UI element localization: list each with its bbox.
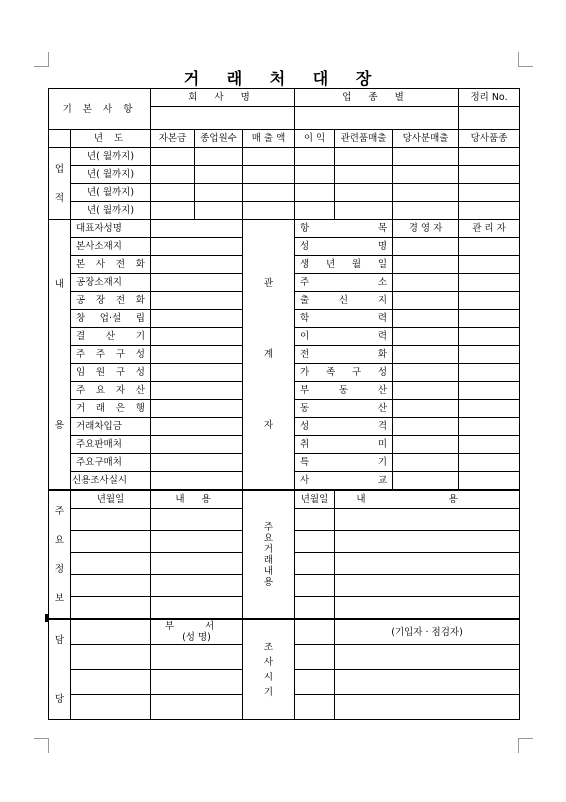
- detail-label: 대표자성명: [71, 220, 151, 238]
- capital-header: 자본금: [151, 130, 195, 148]
- career-year[interactable]: 년( 월까지): [71, 184, 151, 202]
- detail-row: [49, 220, 520, 238]
- detail-row: 공 장 전 화 출 신 지: [49, 292, 520, 310]
- detail-row: 거래차입금 성 격: [49, 418, 520, 436]
- related-sales-header: 관련품매출: [335, 130, 393, 148]
- crop-mark-bottom-left: [34, 738, 49, 753]
- item-header: 항 목: [295, 220, 393, 238]
- career-label: 업 적: [49, 148, 71, 220]
- ceo-header: 경 영 자: [393, 220, 459, 238]
- career-row: [49, 184, 520, 202]
- basic-row-1: [49, 89, 520, 107]
- career-year[interactable]: 년( 월까지): [71, 148, 151, 166]
- detail-row: 공장소재지 주 소: [49, 274, 520, 292]
- detail-row: 주 주 구 성 전 화: [49, 346, 520, 364]
- info-content-header-2: 내 용: [335, 490, 520, 509]
- industry-field[interactable]: [295, 107, 459, 130]
- recorder-inspector-note: (기입자 · 점검자): [335, 619, 520, 645]
- details-label: 내 용: [49, 220, 71, 491]
- charge-row: [49, 619, 520, 645]
- year-header-row: [49, 130, 520, 148]
- our-sales-header: 당사분매출: [393, 130, 459, 148]
- crop-mark-top-right: [518, 52, 533, 67]
- major-info-label: 주 요 정 보: [49, 490, 71, 619]
- relation-label: 관 계 자: [243, 220, 295, 491]
- info-header-row: [49, 490, 520, 509]
- detail-row: 거 래 은 행 동 산: [49, 400, 520, 418]
- reg-no-field[interactable]: [459, 107, 520, 130]
- detail-row: 본 사 전 화 생 년 월 일: [49, 256, 520, 274]
- transaction-label: 주 요 거 래 내 용: [243, 490, 295, 619]
- ledger-form: [48, 88, 520, 720]
- employees-header: 종업원수: [195, 130, 243, 148]
- our-items-header: 당사품종: [459, 130, 520, 148]
- career-row: [49, 202, 520, 220]
- company-name-field[interactable]: [151, 107, 295, 130]
- detail-row: 신용조사실시 사 교: [49, 472, 520, 491]
- charge-label: 담 당: [49, 619, 71, 720]
- detail-row: 임 원 구 성 가 족 구 성: [49, 364, 520, 382]
- detail-row: 주요구매처 특 기: [49, 454, 520, 472]
- industry-header: 업 종 별: [295, 89, 459, 107]
- detail-row: 주요판매처 취 미: [49, 436, 520, 454]
- detail-row: 창 업·설 립 학 력: [49, 310, 520, 328]
- crop-mark-bottom-right: [518, 738, 533, 753]
- company-name-header: 회 사 명: [151, 89, 295, 107]
- info-date-header-2: 년월일: [295, 490, 335, 509]
- department-header: 부 서 (성 명): [151, 619, 243, 645]
- career-year[interactable]: 년( 월까지): [71, 202, 151, 220]
- survey-period-label: 조 사 시 기: [243, 619, 295, 720]
- detail-row: 결 산 기 이 력: [49, 328, 520, 346]
- detail-row: 주 요 자 산 부 동 산: [49, 382, 520, 400]
- career-row: [49, 148, 520, 166]
- basic-info-label: 기 본 사 항: [49, 89, 151, 130]
- profit-header: 이 익: [295, 130, 335, 148]
- career-year[interactable]: 년( 월까지): [71, 166, 151, 184]
- page-title: 거 래 처 대 장: [183, 69, 383, 88]
- sales-header: 매 출 액: [243, 130, 295, 148]
- info-content-header: 내 용: [151, 490, 243, 509]
- reg-no-header: 정리 No.: [459, 89, 520, 107]
- edge-marker: [45, 614, 48, 622]
- career-row: [49, 166, 520, 184]
- detail-row: 본사소재지 성 명: [49, 238, 520, 256]
- info-date-header: 년월일: [71, 490, 151, 509]
- crop-mark-top-left: [34, 52, 49, 67]
- year-header: 년 도: [71, 130, 151, 148]
- manager-header: 관 리 자: [459, 220, 520, 238]
